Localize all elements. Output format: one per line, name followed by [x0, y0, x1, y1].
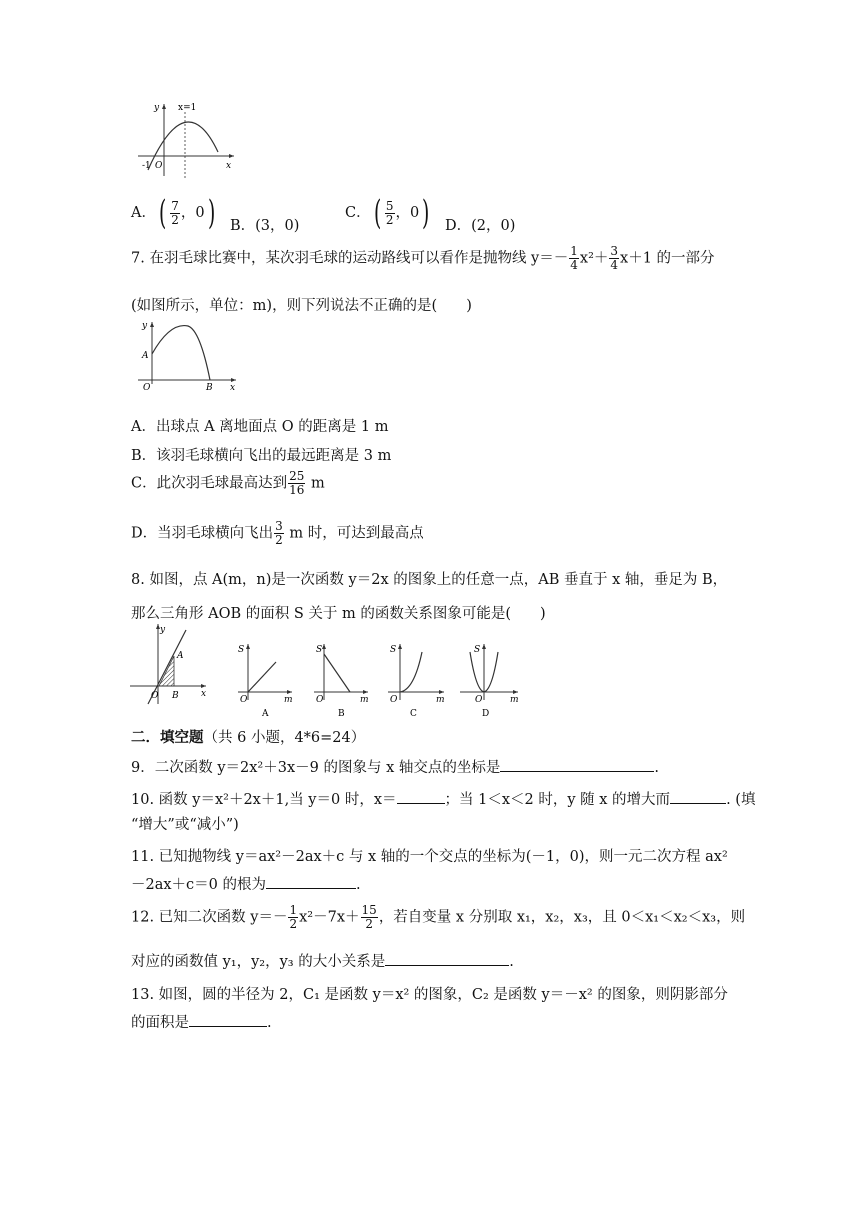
q8-choice-b-label: B [338, 709, 345, 719]
svg-text:B: B [206, 383, 213, 392]
q7-option-b: B．该羽毛球横向飞出的最远距离是 3 m [131, 448, 392, 464]
q6-option-b: B．(3，0) [230, 218, 300, 234]
q9-answer-blank[interactable] [500, 757, 654, 772]
q11-stem-line2: －2ax＋c＝0 的根为 . [131, 873, 361, 894]
svg-text:S: S [390, 645, 397, 655]
q8-choice-d-graph [458, 640, 522, 720]
q12-stem-line2: 对应的函数值 y₁，y₂，y₃ 的大小关系是 . [131, 950, 514, 971]
q7-option-c: C．此次羽毛球最高达到 $\frac{25}{16}$ m [131, 469, 325, 497]
q13-stem-line1: 13. 如图，圆的半径为 2，C₁ 是函数 y＝x² 的图象，C₂ 是函数 y＝－x² 的图象，则阴影部分 [131, 987, 728, 1003]
q6-axis-x: x [226, 161, 232, 171]
q8-stem-line1: 8. 如图，点 A(m，n)是一次函数 y＝2x 的图象上的任意一点，AB 垂直于 x 轴，垂足为 B， [131, 572, 728, 588]
q11-answer-blank[interactable] [266, 874, 356, 889]
q7-stem-line1: 7. 在羽毛球比赛中，某次羽毛球的运动路线可以看作是抛物线 y＝－ $\frac{1}{4}$ x²＋ $\frac{3}{4}$ x＋1 的一部分 [131, 244, 715, 272]
svg-text:y: y [142, 321, 148, 331]
q10-answer-blank-2[interactable] [670, 789, 726, 804]
svg-text:x: x [201, 689, 207, 699]
svg-text:S: S [238, 645, 245, 655]
q10-stem-line2: “增大”或“减小”) [131, 817, 239, 833]
svg-text:O: O [390, 695, 398, 705]
svg-text:O: O [151, 691, 159, 701]
q7-option-a: A．出球点 A 离地面点 O 的距离是 1 m [131, 419, 389, 435]
svg-text:m: m [510, 695, 519, 705]
svg-text:A: A [177, 651, 184, 661]
svg-text:O: O [143, 383, 151, 392]
q9-stem: 9．二次函数 y＝2x²＋3x－9 的图象与 x 轴交点的坐标是 . [131, 756, 659, 777]
q8-choice-b-graph [308, 640, 372, 720]
section-2-heading [131, 726, 365, 747]
section-2-title: 二．填空题 [131, 729, 204, 746]
q6-option-c: C．( $\frac{5}{2}$ ，0) [345, 193, 430, 233]
q7-option-d: D．当羽毛球横向飞出 $\frac{3}{2}$ m 时，可达到最高点 [131, 519, 424, 547]
svg-text:S: S [316, 645, 323, 655]
q6-option-d: D．(2，0) [445, 218, 516, 234]
svg-text:S: S [474, 645, 481, 655]
q6-axis-y: y [154, 103, 160, 113]
q6-origin: O [155, 161, 163, 171]
q8-main-graph [126, 620, 212, 706]
q6-parabola-graph [130, 98, 240, 180]
svg-text:y: y [160, 625, 166, 635]
svg-text:m: m [360, 695, 369, 705]
q8-choice-a-graph [232, 640, 296, 720]
q7-stem-line2: (如图所示，单位：m)，则下列说法不正确的是( ) [131, 298, 472, 314]
q11-stem-line1: 11. 已知抛物线 y＝ax²－2ax＋c 与 x 轴的一个交点的坐标为(－1，0)，则一元二次方程 ax² [131, 849, 728, 865]
svg-text:m: m [436, 695, 445, 705]
q6-opt-a-label: A． [131, 205, 156, 221]
q7-parabola-graph [130, 318, 242, 392]
q12-answer-blank[interactable] [385, 951, 509, 966]
svg-text:O: O [475, 695, 483, 705]
svg-text:A: A [142, 351, 149, 361]
q12-stem-line1: 12. 已知二次函数 y＝－ $\frac{1}{2}$ x²－7x＋ $\frac{15}{2}$ ，若自变量 x 分别取 x₁，x₂，x₃，且 0＜x₁＜x₂＜x₃，则 [131, 903, 746, 931]
q8-choice-d-label: D [482, 709, 490, 719]
svg-text:B: B [172, 691, 179, 701]
q10-stem-line1: 10. 函数 y＝x²＋2x＋1,当 y＝0 时，x＝ ；当 1＜x＜2 时，y 随 x 的增大而 . (填 [131, 788, 755, 809]
q8-choice-c-graph [384, 640, 448, 720]
svg-text:O: O [316, 695, 324, 705]
q10-answer-blank-1[interactable] [397, 789, 445, 804]
svg-text:O: O [240, 695, 248, 705]
q6-tick: -1 [142, 161, 151, 171]
q13-answer-blank[interactable] [189, 1012, 267, 1027]
section-2-note: （共 6 小题，4*6=24） [203, 730, 366, 746]
q8-choice-a-label: A [262, 709, 269, 719]
svg-text:m: m [284, 695, 293, 705]
q8-choice-c-label: C [410, 709, 417, 719]
q6-vline-label: x=1 [178, 103, 197, 113]
q6-option-a: A．( $\frac{7}{2}$ ，0) [131, 193, 215, 233]
q13-stem-line2: 的面积是 . [131, 1011, 272, 1032]
svg-text:x: x [230, 383, 236, 392]
q8-stem-line2: 那么三角形 AOB 的面积 S 关于 m 的函数关系图象可能是( ) [131, 606, 546, 622]
